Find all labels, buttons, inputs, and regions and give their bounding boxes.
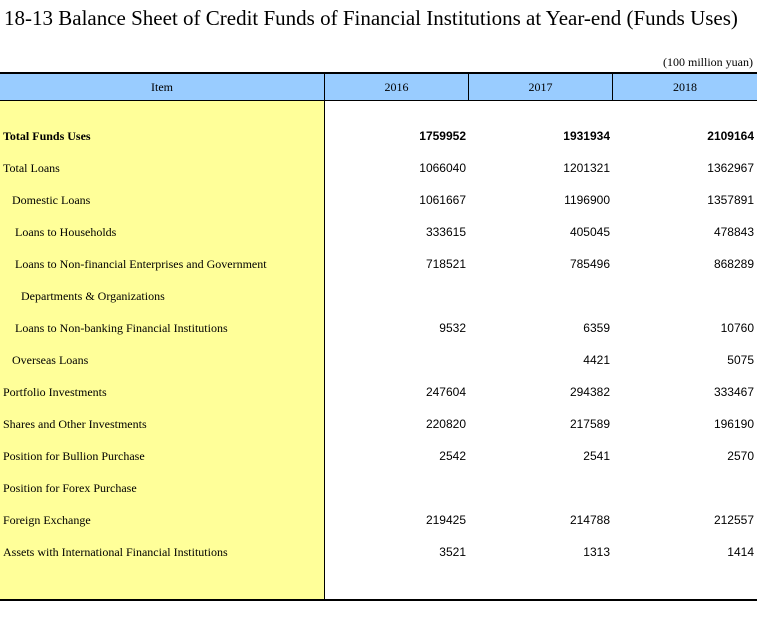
table-bottom-rule (0, 599, 757, 601)
header-year-2018: 2018 (673, 80, 697, 94)
table-row (0, 152, 757, 184)
value-2016: 1759952 (419, 129, 466, 143)
value-2017: 294382 (569, 385, 610, 399)
value-2018: 5075 (727, 353, 754, 367)
value-2017: 2541 (583, 449, 610, 463)
table-row (0, 184, 757, 216)
value-2018: 868289 (713, 257, 754, 271)
table-header (0, 74, 757, 101)
row-label: Overseas Loans (12, 353, 89, 367)
row-label: Loans to Non-financial Enterprises and Government (15, 257, 267, 271)
table-row (0, 472, 757, 504)
value-2018: 1357891 (707, 193, 754, 207)
table-row (0, 376, 757, 408)
table-row (0, 312, 757, 344)
value-2016: 333615 (425, 225, 466, 239)
value-2016: 9532 (439, 321, 466, 335)
value-2018: 196190 (713, 417, 754, 431)
row-label: Portfolio Investments (3, 385, 107, 399)
unit-note: (100 million yuan) (663, 55, 753, 69)
value-2016: 3521 (439, 545, 466, 559)
value-2016: 2542 (439, 449, 466, 463)
value-2018: 1362967 (707, 161, 754, 175)
table-row (0, 504, 757, 536)
table-row (0, 280, 757, 312)
value-2018: 478843 (713, 225, 754, 239)
value-2018: 1414 (727, 545, 754, 559)
value-2016: 718521 (425, 257, 466, 271)
value-2017: 1196900 (564, 193, 610, 207)
header-item: Item (151, 80, 173, 94)
header-year-2017: 2017 (528, 80, 553, 94)
row-label: Loans to Households (15, 225, 117, 239)
value-2016: 1066040 (419, 161, 466, 175)
value-2018: 333467 (713, 385, 754, 399)
page-title: 18-13 Balance Sheet of Credit Funds of Financial Institutions at Year-end (Funds Uses) (4, 6, 738, 30)
row-label: Foreign Exchange (3, 513, 91, 527)
value-2017: 785496 (569, 257, 610, 271)
value-2016: 219425 (425, 513, 466, 527)
row-label: Loans to Non-banking Financial Institutions (15, 321, 228, 335)
table-body (0, 120, 757, 568)
value-2018: 10760 (720, 321, 754, 335)
header-year-2016: 2016 (384, 80, 409, 94)
header-divider-1 (468, 74, 469, 100)
value-2018: 2570 (727, 449, 754, 463)
value-2017: 4421 (583, 353, 610, 367)
table-row (0, 344, 757, 376)
value-2017: 214788 (569, 513, 610, 527)
table-row (0, 120, 757, 152)
row-label: Departments & Organizations (21, 289, 165, 303)
value-2018: 2109164 (707, 129, 754, 143)
value-2018: 212557 (713, 513, 754, 527)
table-row (0, 536, 757, 568)
value-2017: 217589 (569, 417, 610, 431)
value-2016: 1061667 (419, 193, 466, 207)
header-divider-2 (612, 74, 613, 100)
table-row (0, 216, 757, 248)
value-2017: 1931934 (563, 129, 610, 143)
value-2017: 1313 (583, 545, 610, 559)
row-label: Shares and Other Investments (3, 417, 147, 431)
value-2017: 6359 (583, 321, 610, 335)
table-row (0, 408, 757, 440)
table-row (0, 248, 757, 280)
row-label: Position for Forex Purchase (3, 481, 137, 495)
row-label: Assets with International Financial Institutions (3, 545, 228, 559)
row-label: Position for Bullion Purchase (3, 449, 145, 463)
row-label: Total Loans (3, 161, 60, 175)
table-row (0, 440, 757, 472)
value-2017: 405045 (569, 225, 610, 239)
value-2016: 247604 (425, 385, 466, 399)
value-2017: 1201321 (563, 161, 610, 175)
row-label: Total Funds Uses (3, 129, 91, 143)
row-label: Domestic Loans (12, 193, 91, 207)
value-2016: 220820 (425, 417, 466, 431)
